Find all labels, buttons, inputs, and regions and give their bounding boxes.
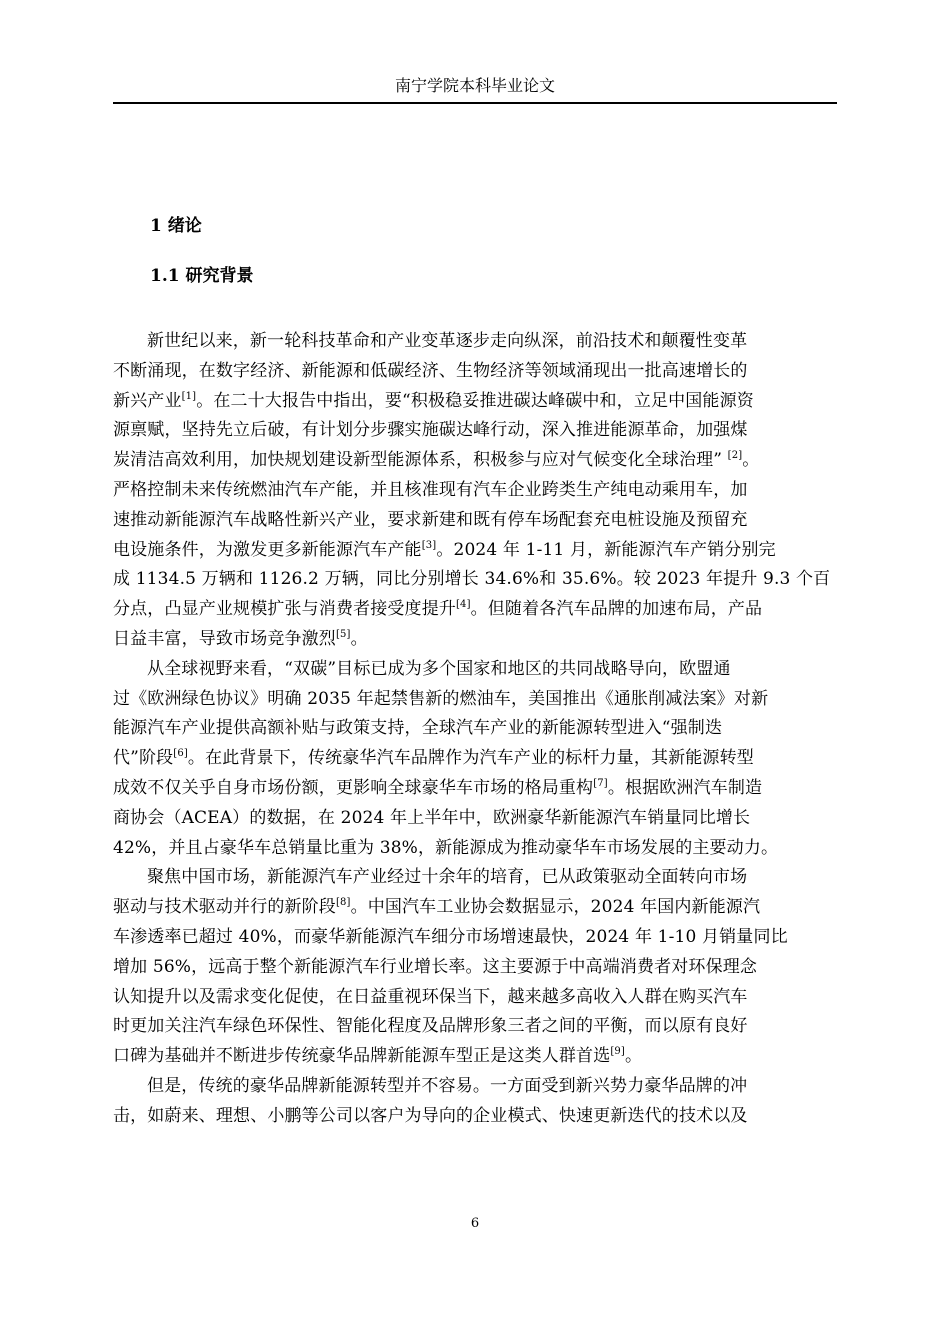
text-line [113,923,837,953]
text-line [113,446,837,476]
citation-reference: [7] [593,777,608,789]
text-run: 过《欧洲绿色协议》明确 2035 年起禁售新的燃油车，美国推出《通胀削减法案》对新 [113,688,769,709]
text-run: 。 [624,1046,643,1067]
text-run: 从全球视野来看，“双碳”目标已成为多个国家和地区的共同战略导向，欧盟通 [147,658,731,679]
text-line [113,506,837,536]
text-run: 源禀赋，坚持先立后破，有计划分步骤实施碳达峰行动，深入推进能源革命，加强煤 [113,420,748,441]
citation-reference: [8] [335,897,351,909]
text-run: 分点，凸显产业规模扩张与消费者接受度提升 [113,599,456,620]
citation-reference: [4] [456,599,471,611]
text-line [113,893,837,923]
citation-reference: [5] [335,628,351,640]
text-run: 增加 56%，远高于整个新能源汽车行业增长率。这主要源于中高端消费者对环保理念 [113,956,758,977]
text-run: 新世纪以来，新一轮科技革命和产业变革逐步走向纵深，前沿技术和颠覆性变革 [147,331,748,351]
text-run: 42%，并且占豪华车总销量比重为 38%，新能源成为推动豪华车市场发展的主要动力。 [113,837,779,858]
text-run: 车渗透率已超过 40%，而豪华新能源汽车细分市场增速最快，2024 年 1-10 月销量同比 [113,926,788,947]
text-run: 口碑为基础并不断进步传统豪华品牌新能源车型正是这类人群首选 [113,1046,611,1067]
text-line [113,595,837,625]
text-run: 但是，传统的豪华品牌新能源转型并不容易。一方面受到新兴势力豪华品牌的冲 [147,1075,748,1096]
text-line [113,834,837,864]
text-run: 成效不仅关乎自身市场份额，更影响全球豪华车市场的格局重构 [113,777,594,798]
body-text [113,327,837,1132]
text-run: 成 1134.5 万辆和 1126.2 万辆，同比分别增长 34.6%和 35.6%。较 2023 年提升 9.3 个百 [113,569,831,590]
text-run: 代”阶段 [113,748,174,769]
text-line [113,565,837,595]
text-run: 不断涌现，在数字经济、新能源和低碳经济、生物经济等领域涌现出一批高速增长的 [113,360,748,381]
chapter-heading: 1 绪论 [150,216,202,236]
text-run: 。但随着各汽车品牌的加速布局，产品 [470,599,763,620]
text-line [113,983,837,1013]
citation-reference: [2] [727,450,743,462]
text-line [113,744,837,774]
text-run: 认知提升以及需求变化促使，在日益重视环保当下，越来越多高收入人群在购买汽车 [113,986,748,1007]
running-header: 南宁学院本科毕业论文 [394,76,555,95]
body-paragraph [113,327,837,655]
citation-reference: [1] [181,390,197,402]
text-run: 驱动与技术驱动并行的新阶段 [113,897,336,918]
text-run: 商协会（ACEA）的数据，在 2024 年上半年中，欧洲豪华新能源汽车销量同比增长 [113,807,751,828]
text-line [113,1012,837,1042]
text-line [113,625,837,655]
text-line [113,476,837,506]
citation-reference: [6] [173,748,188,760]
text-run: 。根据欧洲汽车制造 [607,777,763,798]
text-run: 时更加关注汽车绿色环保性、智能化程度及品牌形象三者之间的平衡，而以原有良好 [113,1016,748,1037]
text-line [113,327,837,357]
text-run: 能源汽车产业提供高额补贴与政策支持，全球汽车产业的新能源转型进入“强制迭 [113,718,723,739]
section-heading: 1.1 研究背景 [150,266,254,286]
text-run: 击，如蔚来、理想、小鹏等公司以客户为导向的企业模式、快速更新迭代的技术以及 [113,1105,748,1126]
text-run: 日益丰富，导致市场竞争激烈 [113,628,336,649]
page-number: 6 [470,1216,480,1231]
text-run: 炭清洁高效利用，加快规划建设新型能源体系，积极参与应对气候变化全球治理” [113,450,728,471]
text-run: 新兴产业 [113,390,182,411]
citation-reference: [3] [421,539,437,551]
text-run: 聚焦中国市场，新能源汽车产业经过十余年的培育，已从政策驱动全面转向市场 [147,867,748,888]
text-run: 。中国汽车工业协会数据显示，2024 年国内新能源汽 [350,897,761,918]
text-line [113,1072,837,1102]
text-run: 电设施条件，为激发更多新能源汽车产能 [113,539,422,560]
text-line [113,1102,837,1132]
text-line [113,387,837,417]
header-rule [113,102,837,104]
body-paragraph [113,1072,837,1132]
text-line [113,655,837,685]
text-line [113,953,837,983]
text-run: 严格控制未来传统燃油汽车产能，并且核准现有汽车企业跨类生产纯电动乘用车，加 [113,479,748,500]
text-line [113,804,837,834]
citation-reference: [9] [610,1046,625,1058]
text-line [113,714,837,744]
text-line [113,774,837,804]
text-run: 。 [350,628,368,649]
body-paragraph [113,863,837,1072]
text-line [113,863,837,893]
text-line [113,416,837,446]
text-line [113,357,837,387]
text-line [113,536,837,566]
text-run: 。 [742,450,760,471]
text-run: 速推动新能源汽车战略性新兴产业，要求新建和既有停车场配套充电桩设施及预留充 [113,509,748,530]
body-paragraph [113,655,837,864]
text-line [113,685,837,715]
text-run: 。2024 年 1-11 月，新能源汽车产销分别完 [436,539,776,560]
text-run: 。在二十大报告中指出，要“积极稳妥推进碳达峰碳中和，立足中国能源资 [196,390,754,411]
text-run: 。在此背景下，传统豪华汽车品牌作为汽车产业的标杆力量，其新能源转型 [187,748,754,769]
text-line [113,1042,837,1072]
